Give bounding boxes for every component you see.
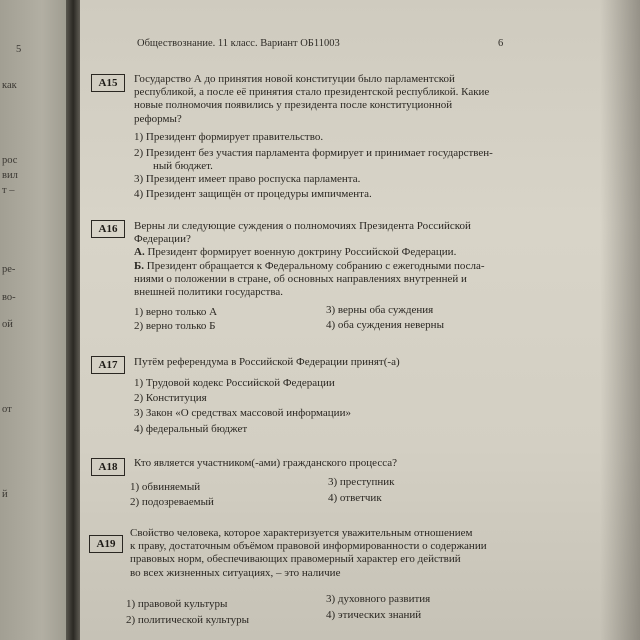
question-a18-text	[134, 457, 544, 470]
option-a15-3[interactable]: 3) Президент имеет право роспуска парламента.	[134, 173, 361, 185]
prev-fragment: как	[2, 80, 17, 91]
text-line: новые полномочия появились у президента после конституционной	[134, 99, 453, 112]
question-a19-text	[130, 527, 542, 580]
option-a17-4[interactable]: 4) федеральный бюджет	[134, 423, 248, 435]
prev-fragment: от	[2, 404, 12, 415]
question-a16-text	[134, 220, 544, 299]
previous-page-number: 5	[16, 44, 22, 55]
prev-fragment: рос	[2, 155, 18, 166]
test-page	[80, 0, 640, 640]
text-line: Государство А до принятия новой конституции было парламентской	[134, 73, 455, 85]
option-a19-3[interactable]: 3) духовного развития	[326, 593, 431, 605]
text-line: Федерации?	[134, 233, 191, 246]
question-tag-a19: А19	[89, 535, 123, 553]
option-a19-4[interactable]: 4) этических знаний	[326, 609, 422, 621]
text-line: Путём референдума в Российской Федерации принят(-а)	[134, 356, 400, 368]
option-a15-4[interactable]: 4) Президент защищён от процедуры импичмента.	[134, 188, 372, 200]
question-a15-text	[134, 73, 544, 126]
option-a17-1[interactable]: 1) Трудовой кодекс Российской Федерации	[134, 377, 335, 389]
option-a15-2-cont: ный бюджет.	[153, 160, 213, 172]
option-a18-2[interactable]: 2) подозреваемый	[130, 496, 214, 508]
text-line: Кто является участником(-ами) гражданского процесса?	[134, 457, 397, 469]
option-a16-3[interactable]: 3) верны оба суждения	[326, 304, 434, 316]
option-a18-3[interactable]: 3) преступник	[328, 476, 395, 488]
option-a16-1[interactable]: 1) верно только А	[134, 306, 218, 318]
option-a17-2[interactable]: 2) Конституция	[134, 392, 207, 404]
text-line: Свойство человека, которое характеризуется уважительным отношением	[130, 527, 473, 539]
statement-b	[134, 260, 544, 273]
prev-fragment: вил	[2, 170, 18, 181]
question-tag-a16: А16	[91, 220, 125, 238]
text-line: Верны ли следующие суждения о полномочиях Президента Российской	[134, 220, 471, 232]
prev-fragment: ой	[2, 319, 13, 330]
text-line: республикой, а после её принятия стало президентской республикой. Какие	[134, 86, 490, 99]
option-a17-3[interactable]: 3) Закон «О средствах массовой информации»	[134, 407, 351, 419]
statement-a	[134, 246, 544, 259]
question-tag-a17: А17	[91, 356, 125, 374]
option-a16-2[interactable]: 2) верно только Б	[134, 320, 216, 332]
statement-b-text: Президент обращается к Федеральному собранию с ежегодными посла-	[144, 259, 485, 272]
statement-a-text: Президент формирует военную доктрину Российской Федерации.	[144, 246, 457, 259]
option-a18-4[interactable]: 4) ответчик	[328, 492, 382, 504]
text-line: во всех жизненных ситуациях, – это наличие	[130, 566, 341, 579]
prev-fragment: во-	[2, 292, 16, 303]
previous-page-strip	[0, 0, 70, 640]
text-line: внешней политики государства.	[134, 286, 284, 299]
option-a15-1[interactable]: 1) Президент формирует правительство.	[134, 131, 324, 143]
option-a18-1[interactable]: 1) обвиняемый	[130, 481, 201, 493]
text-line: ниями о положении в стране, об основных направлениях внутренней и	[134, 272, 467, 285]
question-a17-text	[134, 356, 544, 369]
page-header-title: Обществознание. 11 класс. Вариант ОБ11003	[137, 38, 340, 49]
option-a19-2[interactable]: 2) политической культуры	[126, 614, 250, 626]
question-tag-a15: А15	[91, 74, 125, 92]
text-line: правовых норм, обеспечивающих правомерный характер его действий	[130, 553, 461, 566]
page-number: 6	[498, 38, 504, 49]
text-line: к праву, достаточным объёмом правовой информированности о содержании	[130, 540, 487, 553]
prev-fragment: ре-	[2, 264, 16, 275]
option-a19-1[interactable]: 1) правовой культуры	[126, 598, 228, 610]
statement-a-label: А.	[134, 246, 145, 259]
statement-b-label: Б.	[134, 259, 145, 272]
prev-fragment: т –	[2, 185, 15, 196]
option-a15-2[interactable]: 2) Президент без участия парламента формирует и принимает государствен-	[134, 147, 493, 159]
prev-fragment: й	[2, 489, 8, 500]
question-tag-a18: А18	[91, 458, 125, 476]
option-a16-4[interactable]: 4) оба суждения неверны	[326, 319, 444, 331]
text-line: реформы?	[134, 112, 182, 125]
